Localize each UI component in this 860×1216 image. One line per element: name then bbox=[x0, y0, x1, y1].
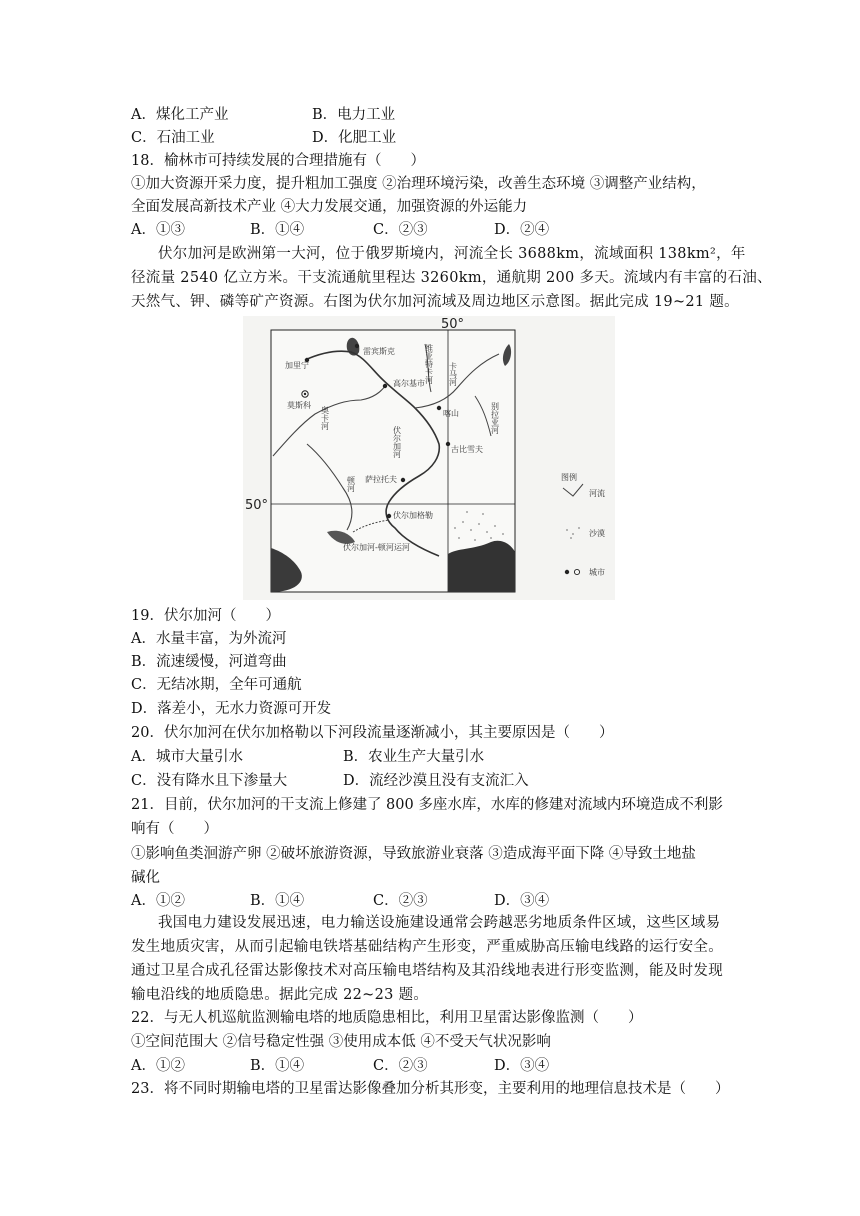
q22-option-b: B．①④ bbox=[250, 1058, 305, 1074]
river-label-belaya: 别拉亚河 bbox=[490, 402, 500, 434]
q20-stem: 20．伏尔加河在伏尔加格勒以下河段流量逐渐减小，其主要原因是（ ） bbox=[131, 725, 614, 741]
volga-basin-map bbox=[243, 316, 615, 600]
river-label-vyatka: 维亚特卡河 bbox=[424, 344, 434, 384]
legend-desert-label: 沙漠 bbox=[589, 529, 605, 538]
q18-items-line2: 全面发展高新技术产业 ④大力发展交通，加强资源的外运能力 bbox=[131, 199, 528, 215]
city-label-volgograd: 伏尔加格勒 bbox=[393, 511, 433, 520]
q22-option-c: C．②③ bbox=[373, 1058, 428, 1074]
river-label-volga: 伏尔加河 bbox=[392, 426, 402, 458]
passage1-line1: 伏尔加河是欧洲第一大河，位于俄罗斯境内，河流全长 3688km，流域面积 138km²，年 bbox=[158, 246, 746, 262]
q18-items-line1: ①加大资源开采力度，提升粗加工强度 ②治理环境污染，改善生态环境 ③调整产业结构， bbox=[131, 176, 706, 192]
passage2-line2: 发生地质灾害，从而引起输电铁塔基础结构产生形变，严重威胁高压输电线路的运行安全。 bbox=[131, 939, 723, 955]
q21-items-line2: 碱化 bbox=[131, 870, 160, 886]
q21-option-b: B．①④ bbox=[250, 893, 305, 909]
q18-option-a: A．①③ bbox=[131, 222, 185, 238]
legend-city-symbol bbox=[565, 570, 569, 574]
passage1-line2: 径流量 2540 亿立方米。干支流通航里程达 3260km，通航期 200 多天。流域内有丰富的石油、 bbox=[131, 270, 772, 286]
q20-option-a: A．城市大量引水 bbox=[131, 749, 243, 765]
city-label-gorky: 高尔基市 bbox=[393, 379, 425, 388]
q19-option-a: A．水量丰富，为外流河 bbox=[131, 631, 287, 647]
q20-option-c: C．没有降水且下渗量大 bbox=[131, 773, 288, 789]
legend-river-label: 河流 bbox=[589, 489, 605, 498]
city-label-kazan: 喀山 bbox=[443, 409, 459, 418]
lat-left-label: 50° bbox=[245, 498, 269, 513]
legend-title: 图例 bbox=[561, 473, 577, 482]
q21-option-a: A．①② bbox=[131, 893, 185, 909]
q19-option-b: B．流速缓慢，河道弯曲 bbox=[131, 654, 287, 670]
q21-option-d: D．③④ bbox=[494, 893, 550, 909]
q22-items: ①空间范围大 ②信号稳定性强 ③使用成本低 ④不受天气状况影响 bbox=[131, 1034, 551, 1050]
city-gorky-dot bbox=[383, 384, 387, 388]
q17-option-c: C．石油工业 bbox=[131, 130, 215, 146]
q21-stem-line1: 21．目前，伏尔加河的干支流上修建了 800 多座水库，水库的修建对流域内环境造成不利影 bbox=[131, 797, 723, 813]
city-rybinsk-dot bbox=[355, 344, 359, 348]
q22-stem: 22．与无人机巡航监测输电塔的地质隐患相比，利用卫星雷达影像监测（ ） bbox=[131, 1010, 643, 1026]
q20-option-b: B．农业生产大量引水 bbox=[343, 749, 485, 765]
passage2-line3: 通过卫星合成孔径雷达影像技术对高压输电塔结构及其沿线地表进行形变监测，能及时发现 bbox=[131, 963, 723, 979]
passage2-line4: 输电沿线的地质隐患。据此完成 22~23 题。 bbox=[131, 987, 429, 1003]
legend-city-label: 城市 bbox=[589, 568, 605, 577]
city-kazan-dot bbox=[437, 406, 441, 410]
passage2-line1: 我国电力建设发展迅速，电力输送设施建设通常会跨越恶劣地质条件区域，这些区域易 bbox=[158, 915, 721, 931]
river-label-canal: 伏尔加河-顿河运河 bbox=[343, 543, 410, 552]
q19-option-d: D．落差小，无水力资源可开发 bbox=[131, 701, 332, 717]
q21-items-line1: ①影响鱼类洄游产卵 ②破坏旅游资源，导致旅游业衰落 ③造成海平面下降 ④导致土地盐 bbox=[131, 846, 696, 862]
river-label-oka: 奥卡河 bbox=[320, 406, 330, 430]
q22-option-a: A．①② bbox=[131, 1058, 185, 1074]
river-label-kama: 卡马河 bbox=[448, 362, 458, 386]
q18-option-b: B．①④ bbox=[250, 222, 305, 238]
passage1-line3: 天然气、钾、磷等矿产资源。右图为伏尔加河流域及周边地区示意图。据此完成 19~21 题。 bbox=[131, 294, 739, 310]
lat-top-label: 50° bbox=[441, 317, 465, 332]
q18-option-c: C．②③ bbox=[373, 222, 428, 238]
city-label-kuibyshev: 古比雪夫 bbox=[451, 445, 483, 454]
q19-stem: 19．伏尔加河（ ） bbox=[131, 608, 280, 624]
q18-stem: 18．榆林市可持续发展的合理措施有（ ） bbox=[131, 153, 425, 169]
q20-option-d: D．流经沙漠且没有支流汇入 bbox=[343, 773, 529, 789]
city-volgograd-dot bbox=[387, 514, 391, 518]
city-label-saratov: 萨拉托夫 bbox=[365, 475, 397, 484]
river-label-don: 顿河 bbox=[346, 476, 356, 492]
q17-option-b: B．电力工业 bbox=[312, 107, 396, 123]
q21-stem-line2: 响有（ ） bbox=[131, 821, 218, 837]
q22-option-d: D．③④ bbox=[494, 1058, 550, 1074]
city-kuibyshev-dot bbox=[446, 442, 450, 446]
city-label-rybinsk: 雷宾斯克 bbox=[363, 347, 395, 356]
city-label-kalinin: 加里宁 bbox=[285, 361, 309, 370]
city-saratov-dot bbox=[401, 478, 405, 482]
q17-option-d: D．化肥工业 bbox=[312, 130, 397, 146]
q17-option-a: A．煤化工产业 bbox=[131, 107, 229, 123]
city-label-moscow: 莫斯科 bbox=[287, 401, 311, 410]
q21-option-c: C．②③ bbox=[373, 893, 428, 909]
q19-option-c: C．无结冰期，全年可通航 bbox=[131, 677, 302, 693]
q23-stem: 23．将不同时期输电塔的卫星雷达影像叠加分析其形变，主要利用的地理信息技术是（ ） bbox=[131, 1081, 730, 1097]
q18-option-d: D．②④ bbox=[494, 222, 550, 238]
